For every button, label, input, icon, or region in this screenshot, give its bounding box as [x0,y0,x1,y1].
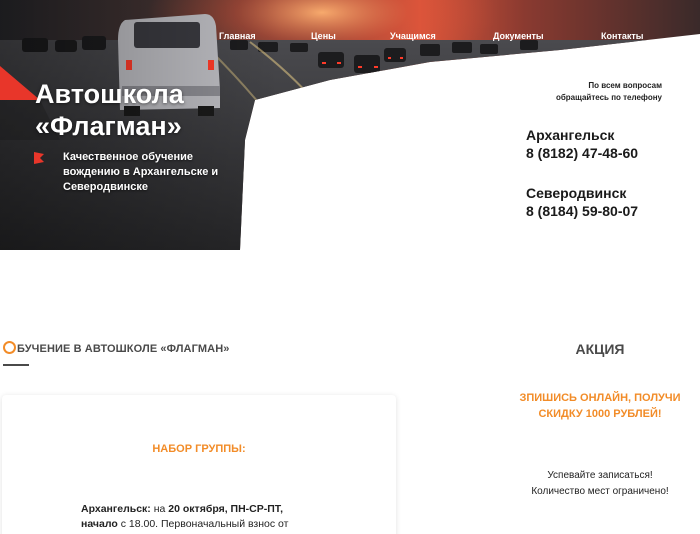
card-text-on: на [150,503,169,515]
hero-banner [0,0,700,250]
promo-offer-line2: СКИДКУ 1000 РУБЛЕЙ! [538,408,662,420]
card-text [81,502,331,532]
promo-offer-line1: ЗПИШИСЬ ОНЛАЙН, ПОЛУЧИ [519,392,681,404]
nav-item-contacts[interactable]: Контакты [601,31,644,41]
phone-block-arkhangelsk [526,126,638,162]
flag-icon [34,152,44,164]
phone-link[interactable]: 8 (8182) 47-48-60 [526,145,639,161]
brand-title [35,78,184,142]
nav-item-documents[interactable]: Документы [493,31,544,41]
brand-title-line2: «Флагман» [35,111,182,141]
nav-item-home[interactable]: Главная [219,31,256,41]
section-title-text: БУЧЕНИЕ В АВТОШКОЛЕ «ФЛАГМАН» [17,343,230,355]
nav-item-students[interactable]: Учащимся [390,31,436,41]
promo-note-line1: Успевайте записаться! [547,470,653,481]
brand-subtitle: Качественное обучение вождению в Архангельске и Северодвинске [63,151,219,193]
phone-link[interactable]: 8 (8184) 59-80-07 [526,203,639,219]
card-city-label: Архангельск: [81,503,151,515]
circle-o-icon [3,341,16,354]
phone-city: Северодвинск [526,185,627,201]
promo-note-line2: Количество мест ограничено! [531,486,669,497]
phone-block-severodvinsk [526,184,638,220]
section-underline [3,364,29,366]
card-text-rest: с 18.00. Первоначальный взнос от [117,518,289,530]
nav-item-prices[interactable]: Цены [311,31,336,41]
promo-offer[interactable] [500,390,700,422]
contact-note [482,80,662,104]
section-title [3,341,229,355]
contact-note-line1: По всем вопросам [588,81,662,90]
card-title: НАБОР ГРУППЫ: [152,443,246,455]
promo-note [500,468,700,500]
brand-title-line1: Автошкола [35,79,184,109]
promo-title: АКЦИЯ [575,341,625,357]
group-enrollment-card [2,395,396,534]
card-start-label: начало [81,518,118,530]
contact-note-line2: обращайтесь по телефону [555,93,662,102]
card-date: 20 октября, ПН-СР-ПТ, [168,503,284,515]
phone-city: Архангельск [526,127,615,143]
main-nav [0,31,700,45]
